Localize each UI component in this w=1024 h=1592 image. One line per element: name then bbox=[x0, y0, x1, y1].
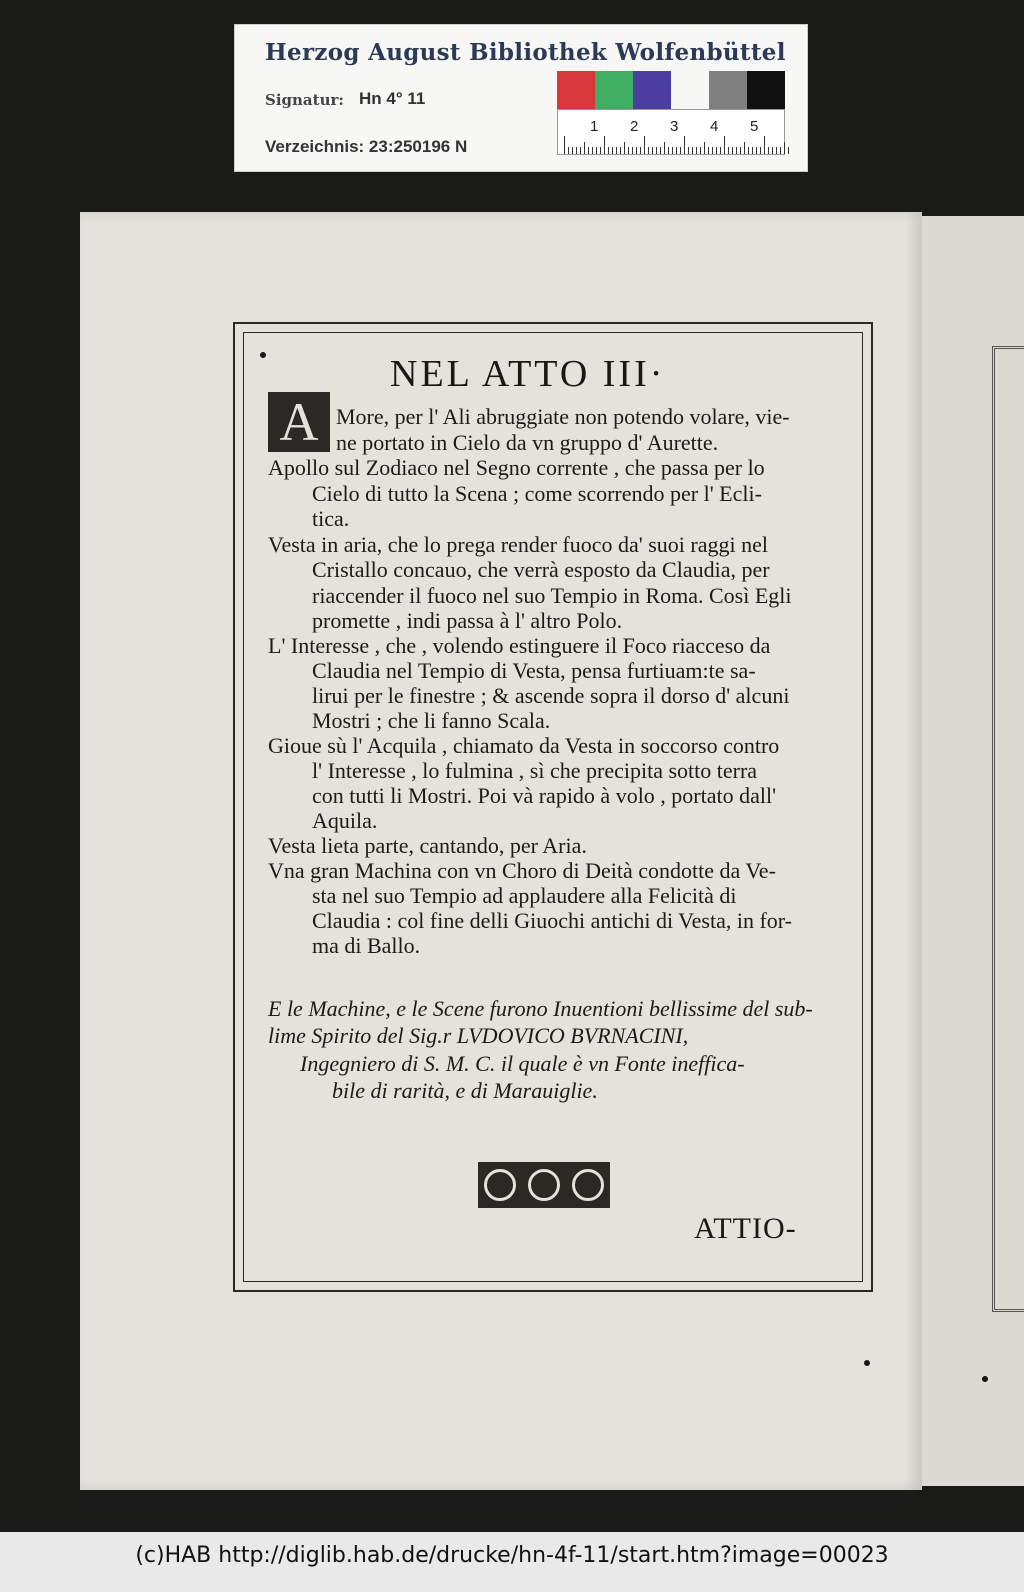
ruler-tick bbox=[780, 147, 781, 154]
ruler-tick bbox=[724, 136, 725, 154]
text-line: l' Interesse , lo fulmina , sì che precipita sotto terra bbox=[312, 758, 758, 783]
ruler-tick bbox=[604, 136, 605, 154]
text-line: promette , indi passa à l' altro Polo. bbox=[312, 608, 623, 633]
ruler-tick bbox=[644, 136, 645, 154]
ruler-tick bbox=[748, 147, 749, 154]
ruler-tick bbox=[652, 147, 653, 154]
ruler-tick bbox=[568, 147, 569, 154]
ruler-tick bbox=[600, 147, 601, 154]
page-dot bbox=[982, 1376, 988, 1382]
text-line: L' Interesse , che , volendo estinguere il Foco riacceso da bbox=[268, 633, 771, 658]
catchword: ATTIO- bbox=[694, 1212, 797, 1245]
library-name: Herzog August Bibliothek Wolfenbüttel bbox=[265, 39, 786, 66]
page-dot bbox=[864, 1360, 870, 1366]
swatch-blue bbox=[633, 71, 671, 109]
signatur-label: Signatur: bbox=[265, 91, 344, 109]
text-line: Vna gran Machina con vn Choro di Deità condotte da Ve- bbox=[268, 858, 776, 883]
swatch-red bbox=[557, 71, 595, 109]
ruler-tick bbox=[672, 147, 673, 154]
ruler-number: 2 bbox=[630, 118, 639, 135]
text-line: Aquila. bbox=[312, 808, 378, 833]
ruler-tick bbox=[596, 147, 597, 154]
text-line: More, per l' Ali abruggiate non potendo volare, vie- bbox=[336, 404, 790, 429]
text-line: Claudia : col fine delli Giuochi antichi di Vesta, in for- bbox=[312, 908, 792, 933]
color-swatches bbox=[557, 71, 785, 109]
swatch-blank bbox=[671, 71, 709, 109]
ruler-tick bbox=[768, 147, 769, 154]
text-line: lirui per le finestre ; & ascende sopra il dorso d' alcuni bbox=[312, 683, 790, 708]
ruler-tick bbox=[708, 147, 709, 154]
library-label-card bbox=[234, 24, 808, 172]
ruler-tick bbox=[756, 147, 757, 154]
text-line: Vesta in aria, che lo prega render fuoco da' suoi raggi nel bbox=[268, 532, 768, 557]
ruler-tick bbox=[680, 147, 681, 154]
ruler-tick bbox=[632, 147, 633, 154]
ornament-cell bbox=[484, 1169, 516, 1201]
text-line: Claudia nel Tempio di Vesta, pensa furtiuam:te sa- bbox=[312, 658, 756, 683]
text-line: riaccender il fuoco nel suo Tempio in Roma. Così Egli bbox=[312, 583, 792, 608]
ruler-tick bbox=[576, 147, 577, 154]
ruler-tick bbox=[784, 142, 785, 154]
ruler-tick bbox=[588, 147, 589, 154]
ruler-tick bbox=[592, 147, 593, 154]
facing-page-frame bbox=[992, 346, 1024, 1312]
ruler-number: 1 bbox=[590, 118, 599, 135]
ruler-tick bbox=[564, 136, 565, 154]
text-line: Vesta lieta parte, cantando, per Aria. bbox=[268, 833, 587, 858]
ruler-tick bbox=[712, 147, 713, 154]
ruler-tick bbox=[636, 147, 637, 154]
ruler-tick bbox=[736, 147, 737, 154]
ruler-tick bbox=[764, 136, 765, 154]
text-line: tica. bbox=[312, 506, 350, 531]
ruler-tick bbox=[608, 147, 609, 154]
ruler-tick bbox=[660, 147, 661, 154]
text-line: Mostri ; che li fanno Scala. bbox=[312, 708, 551, 733]
ruler-tick bbox=[716, 147, 717, 154]
ruler-tick bbox=[656, 147, 657, 154]
ruler-tick bbox=[772, 147, 773, 154]
ornament-cell bbox=[528, 1169, 560, 1201]
ruler-tick bbox=[788, 147, 789, 154]
text-line: Cielo di tutto la Scena ; come scorrendo per l' Ecli- bbox=[312, 481, 762, 506]
swatch-green bbox=[595, 71, 633, 109]
copyright-footer: (c)HAB http://diglib.hab.de/drucke/hn-4f-11/start.htm?image=00023 bbox=[0, 1532, 1024, 1592]
ruler-tick bbox=[676, 147, 677, 154]
ruler-tick bbox=[688, 147, 689, 154]
ruler-tick bbox=[752, 147, 753, 154]
swatch-black bbox=[747, 71, 785, 109]
signatur-value: Hn 4° 11 bbox=[359, 89, 426, 108]
ruler-tick bbox=[620, 147, 621, 154]
ruler-tick bbox=[728, 147, 729, 154]
printer-ornament bbox=[478, 1162, 610, 1208]
ruler-tick bbox=[740, 147, 741, 154]
ruler-number: 3 bbox=[670, 118, 679, 135]
text-line: con tutti li Mostri. Poi và rapido à volo , portato dall' bbox=[312, 783, 777, 808]
ruler-number: 5 bbox=[750, 118, 759, 135]
ruler-number: 4 bbox=[710, 118, 719, 135]
ruler-tick bbox=[616, 147, 617, 154]
text-line: Gioue sù l' Acquila , chiamato da Vesta in soccorso contro bbox=[268, 733, 780, 758]
italic-credit-line: bile di rarità, e di Marauiglie. bbox=[332, 1078, 598, 1103]
italic-credit-line: Ingegniero di S. M. C. il quale è vn Fonte ineffica- bbox=[300, 1051, 745, 1076]
ruler-tick bbox=[704, 142, 705, 154]
text-line: ne portato in Cielo da vn gruppo d' Aurette. bbox=[336, 430, 719, 455]
verzeichnis-text: Verzeichnis: 23:250196 N bbox=[265, 137, 468, 156]
act-heading: NEL ATTO III· bbox=[390, 353, 666, 395]
decorated-initial: A bbox=[268, 392, 330, 452]
ruler-tick bbox=[700, 147, 701, 154]
facing-page bbox=[920, 216, 1024, 1486]
ruler-tick bbox=[612, 147, 613, 154]
ruler-tick bbox=[640, 147, 641, 154]
swatch-gray bbox=[709, 71, 747, 109]
scale-ruler bbox=[557, 109, 785, 155]
ruler-tick bbox=[648, 147, 649, 154]
ruler-tick bbox=[720, 147, 721, 154]
ruler-tick bbox=[684, 136, 685, 154]
ruler-tick bbox=[584, 142, 585, 154]
italic-credit-line: E le Machine, e le Scene furono Inuentioni bellissime del sub- bbox=[268, 996, 813, 1021]
ruler-tick bbox=[760, 147, 761, 154]
ruler-tick bbox=[696, 147, 697, 154]
ruler-tick bbox=[628, 147, 629, 154]
italic-credit-line: lime Spirito del Sig.r LVDOVICO BVRNACINI, bbox=[268, 1023, 689, 1048]
ruler-tick bbox=[668, 147, 669, 154]
ruler-tick bbox=[624, 142, 625, 154]
ruler-tick bbox=[744, 142, 745, 154]
text-line: sta nel suo Tempio ad applaudere alla Felicità di bbox=[312, 883, 737, 908]
ornament-cell bbox=[572, 1169, 604, 1201]
text-line: Cristallo concauo, che verrà esposto da Claudia, per bbox=[312, 557, 770, 582]
page-dot bbox=[260, 352, 266, 358]
ruler-tick bbox=[776, 147, 777, 154]
ruler-tick bbox=[580, 147, 581, 154]
text-line: Apollo sul Zodiaco nel Segno corrente , che passa per lo bbox=[268, 455, 765, 480]
ruler-tick bbox=[692, 147, 693, 154]
ruler-tick bbox=[732, 147, 733, 154]
ruler-tick bbox=[572, 147, 573, 154]
text-line: ma di Ballo. bbox=[312, 933, 421, 958]
ruler-tick bbox=[664, 142, 665, 154]
